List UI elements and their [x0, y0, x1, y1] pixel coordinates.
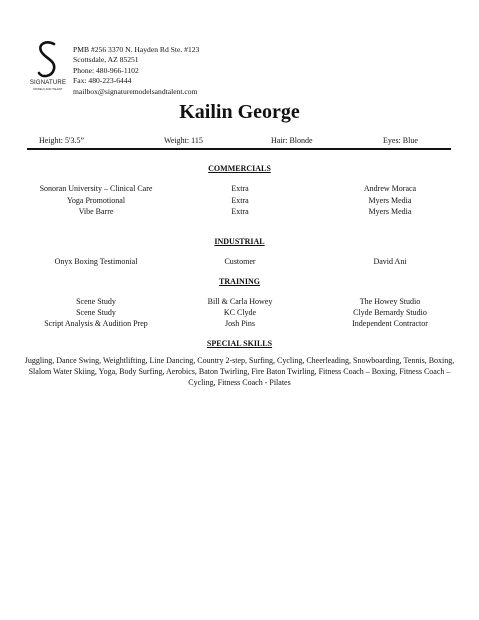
training-studio: Clyde Bernardy Studio	[353, 308, 427, 317]
commercial-director: Myers Media	[368, 196, 412, 205]
training-studio: Independent Contractor	[352, 319, 428, 328]
stat-height: Height: 5'3.5”	[39, 136, 84, 145]
stat-weight: Weight: 115	[164, 136, 203, 145]
signature-s-logo-icon	[32, 40, 64, 80]
agency-phone: Phone: 480-966-1102	[73, 65, 139, 75]
agency-address-line1: PMB #256 3370 N. Hayden Rd Ste. #123	[73, 45, 200, 54]
commercial-director: Myers Media	[368, 207, 412, 216]
stat-hair: Hair: Blonde	[271, 136, 313, 145]
stat-eyes: Eyes: Blue	[383, 136, 418, 145]
training-instructor: Josh Pins	[224, 319, 255, 328]
commercial-role: Extra	[231, 207, 249, 216]
logo-wordmark: SIGNATURE	[29, 80, 67, 86]
special-skills-text: Juggling, Dance Swing, Weightlifting, Line Dancing, Country 2-step, Surfing, Cycling, Cheerleading, Snowboarding, Tennis, Boxing, Slalom Water Skiing, Yoga, Body Surfing, Aerobics, Baton Twirling, Fire Baton Twirling, Fitness Coach – Boxing, Fitness Coach – Cycling, Fitness Coach - Pilates	[24, 356, 455, 387]
agency-email: mailbox@signaturemodelsandtalent.com	[73, 86, 198, 96]
training-course: Scene Study	[76, 297, 116, 306]
industrial-director: David Ani	[373, 257, 407, 266]
commercial-project: Yoga Promotional	[66, 196, 126, 205]
industrial-role: Customer	[224, 257, 256, 266]
section-heading-industrial: INDUSTRIAL	[214, 237, 265, 246]
section-heading-training: TRAINING	[219, 277, 260, 286]
training-instructor: Bill & Carla Howey	[207, 297, 273, 306]
agency-logo	[28, 40, 68, 98]
training-course: Script Analysis & Audition Prep	[44, 319, 148, 328]
agency-address-line2: Scottsdale, AZ 85251	[73, 55, 139, 65]
agency-contact	[73, 45, 199, 97]
section-heading-special-skills: SPECIAL SKILLS	[206, 339, 273, 348]
commercial-director: Andrew Moraca	[363, 184, 417, 193]
header-divider	[27, 148, 451, 150]
commercial-project: Sonoran University – Clinical Care	[39, 184, 153, 193]
industrial-project: Onyx Boxing Testimonial	[54, 257, 138, 266]
training-course: Scene Study	[76, 308, 116, 317]
training-instructor: KC Clyde	[223, 308, 257, 317]
commercial-project: Vibe Barre	[78, 207, 114, 216]
commercial-role: Extra	[231, 184, 249, 193]
training-studio: The Howey Studio	[359, 297, 421, 306]
commercial-role: Extra	[231, 196, 249, 205]
logo-tagline: MODELS AND TALENT	[33, 88, 63, 91]
agency-fax: Fax: 480-223-6444	[73, 76, 132, 86]
talent-name: Kailin George	[179, 101, 300, 123]
section-heading-commercials: COMMERCIALS	[208, 164, 271, 173]
